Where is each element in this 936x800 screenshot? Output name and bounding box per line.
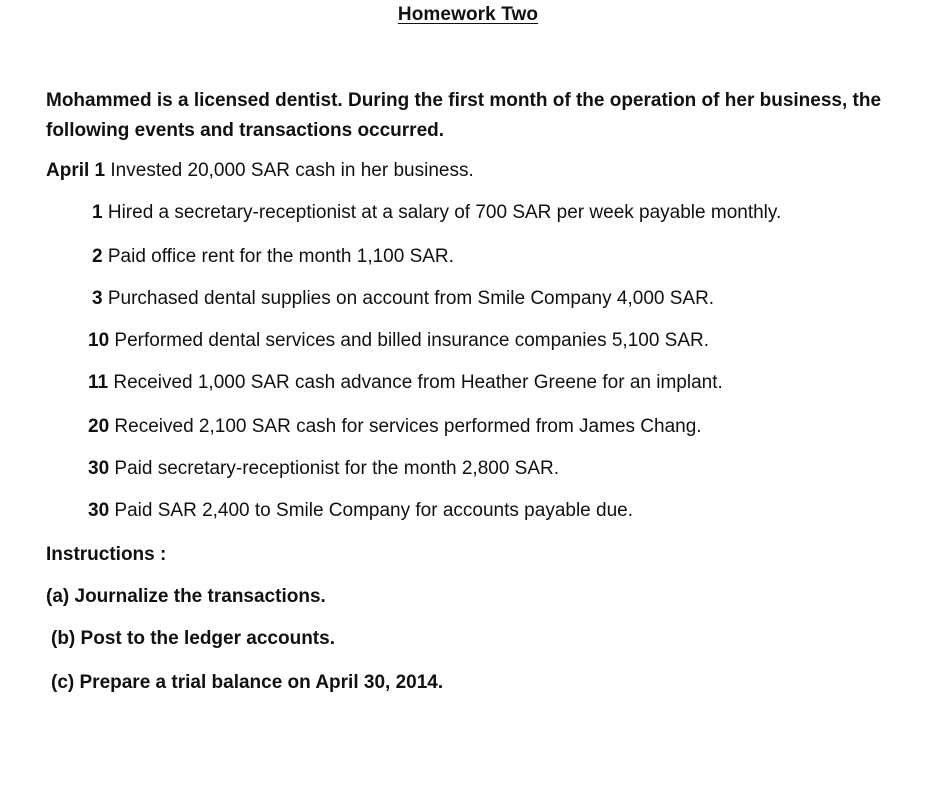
document-title: Homework Two: [397, 4, 539, 25]
instruction-item: (c) Prepare a trial balance on April 30, 2014.: [51, 672, 444, 693]
transaction-row: [46, 159, 474, 183]
transaction-row: [92, 201, 781, 225]
transaction-row: [92, 287, 714, 311]
transaction-row: [88, 371, 723, 395]
transaction-text: Received 2,100 SAR cash for services performed from James Chang.: [114, 416, 702, 437]
transaction-text: Invested 20,000 SAR cash in her business.: [110, 160, 474, 181]
transaction-text: Hired a secretary-receptionist at a salary of 700 SAR per week payable monthly.: [107, 202, 782, 223]
transaction-date: 3: [92, 288, 103, 309]
transaction-date: 1: [92, 202, 103, 223]
transaction-row: [88, 457, 559, 481]
transaction-date: 11: [88, 372, 109, 393]
transaction-row: [92, 245, 454, 269]
transaction-date: 30: [88, 500, 110, 521]
transaction-text: Purchased dental supplies on account from Smile Company 4,000 SAR.: [107, 288, 715, 309]
transaction-date: 2: [92, 246, 103, 267]
instruction-item: (a) Journalize the transactions.: [46, 586, 326, 607]
instructions-heading: Instructions :: [46, 544, 167, 565]
transaction-text: Received 1,000 SAR cash advance from Heather Greene for an implant.: [113, 372, 723, 393]
transaction-text: Paid office rent for the month 1,100 SAR.: [107, 246, 454, 267]
transaction-row: [88, 499, 633, 523]
transaction-text: Paid SAR 2,400 to Smile Company for accounts payable due.: [114, 500, 633, 521]
transaction-date: April 1: [46, 160, 106, 181]
transaction-row: [88, 329, 709, 353]
transaction-date: 30: [88, 458, 110, 479]
intro-paragraph: Mohammed is a licensed dentist. During the first month of the operation of her business, the following events and transactions occurred.: [46, 90, 882, 141]
transaction-text: Paid secretary-receptionist for the month 2,800 SAR.: [114, 458, 560, 479]
transaction-date: 10: [88, 330, 110, 351]
transaction-date: 20: [88, 416, 110, 437]
instruction-item: (b) Post to the ledger accounts.: [51, 628, 335, 649]
transaction-row: [88, 415, 702, 439]
transaction-text: Performed dental services and billed insurance companies 5,100 SAR.: [114, 330, 710, 351]
